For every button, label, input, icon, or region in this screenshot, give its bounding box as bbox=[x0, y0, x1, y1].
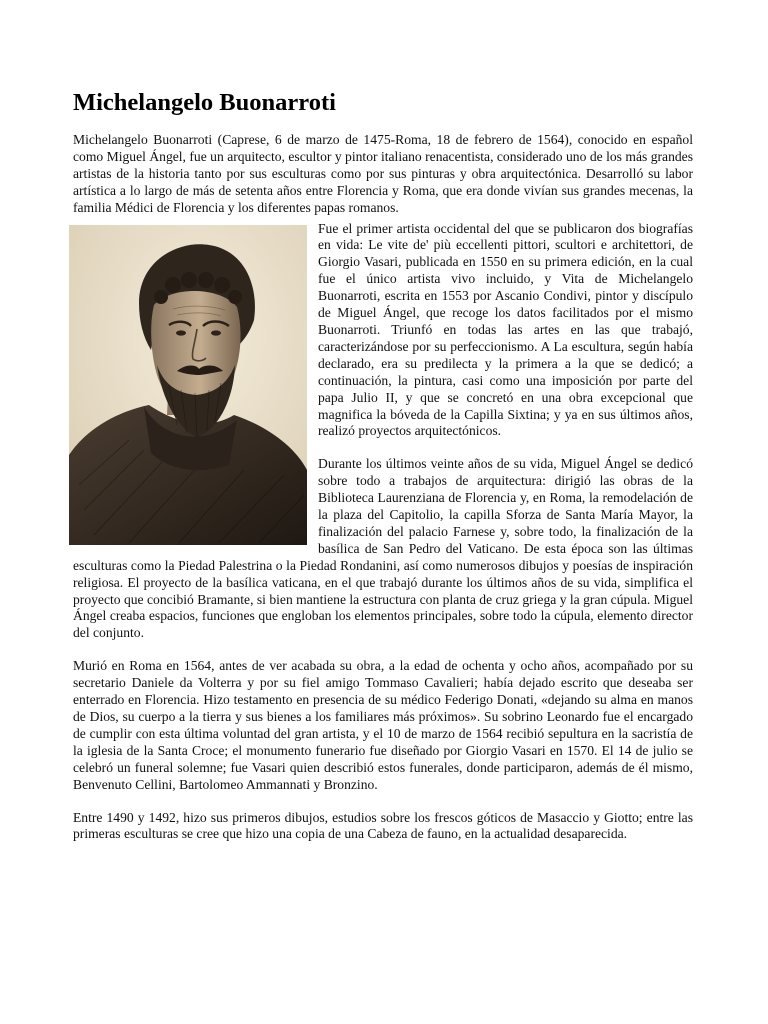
paragraph-architecture: Durante los últimos veinte años de su vida, Miguel Ángel se dedicó sobre todo a trabajos de arquitectura: dirigió las obras de la Biblioteca Laurenziana de Florencia y, en Roma, la remodelación de la plaza del Capitolio, la capilla Sforza de Santa María Mayor, la finalización del palacio Farnese y, sobre todo, la finalización de la basílica de San Pedro del Vaticano. De esta época son las últimas esculturas como la Piedad Palestrina o la Piedad Rondanini, así como numerosos dibujos y poesías de inspiración religiosa. El proyecto de la basílica vaticana, en el que trabajó durante los últimos años de su vida, simplifica el proyecto que concibió Bramante, si bien mantiene la estructura con planta de cruz griega y la gran cúpula. Miguel Ángel creaba espacios, funciones que engloban los elementos principales, sobre todo la cúpula, elemento director del conjunto. bbox=[73, 456, 693, 641]
paragraph-death: Murió en Roma en 1564, antes de ver acabada su obra, a la edad de ochenta y ocho años, acompañado por su secretario Daniele da Volterra y por su fiel amigo Tommaso Cavalieri; había dejado escrito que deseaba ser enterrado en Florencia. Hizo testamento en presencia de su médico Federigo Donati, «dejando su alma en manos de Dios, su cuerpo a la tierra y sus bienes a los familiares más próximos». Su sobrino Leonardo fue el encargado de cumplir con esta última voluntad del gran artista, y el 10 de marzo de 1564 recibió sepultura en la sacristía de la iglesia de la Santa Croce; el monumento funerario fue diseñado por Giorgio Vasari en 1570. El 14 de julio se celebró un funeral solemne; fue Vasari quien describió estos funerales, donde participaron, además de él mismo, Benvenuto Cellini, Bartolomeo Ammannati y Bronzino. bbox=[73, 658, 693, 792]
portrait-engraving-icon bbox=[69, 225, 307, 545]
page-title: Michelangelo Buonarroti bbox=[73, 89, 336, 116]
paragraph-early-works: Entre 1490 y 1492, hizo sus primeros dibujos, estudios sobre los frescos góticos de Masaccio y Giotto; entre las primeras esculturas se cree que hizo una copia de una Cabeza de fauno, en la actualidad desaparecida. bbox=[73, 809, 693, 842]
document-page bbox=[73, 88, 693, 859]
paragraph-biographies: Fue el primer artista occidental del que se publicaron dos biografías en vida: Le vite de' più eccellenti pittori, scultori e architettori, de Giorgio Vasari, publicada en 1550 en su primera edición, en la cual fue el único artista vivo incluido, y Vita de Michelangelo Buonarroti, escrita en 1553 por Ascanio Condivi, pintor y discípulo de Miguel Ángel, que recoge los datos facilitados por el mismo Buonarroti. Triunfó en todas las artes en las que trabajó, caracterizándose por su perfeccionismo. A La escultura, según había declarado, era su predilecta y la primera a la que se dedicó; a continuación, la pintura, casi como una imposición por parte del papa Julio II, y que se concretó en una obra excepcional que magnifica la bóveda de la Capilla Sixtina; y ya en sus últimos años, realizó proyectos arquitectónicos. bbox=[318, 220, 693, 439]
portrait-image bbox=[69, 225, 307, 545]
paragraph-intro: Michelangelo Buonarroti (Caprese, 6 de marzo de 1475-Roma, 18 de febrero de 1564), conocido en español como Miguel Ángel, fue un arquitecto, escultor y pintor italiano renacentista, considerado uno de los más grandes artistas de la historia tanto por sus esculturas como por sus pinturas y obra arquitectónica. Desarrolló su labor artística a lo largo de más de setenta años entre Florencia y Roma, que era donde vivían sus grandes mecenas, la familia Médici de Florencia y los diferentes papas romanos. bbox=[73, 132, 693, 215]
